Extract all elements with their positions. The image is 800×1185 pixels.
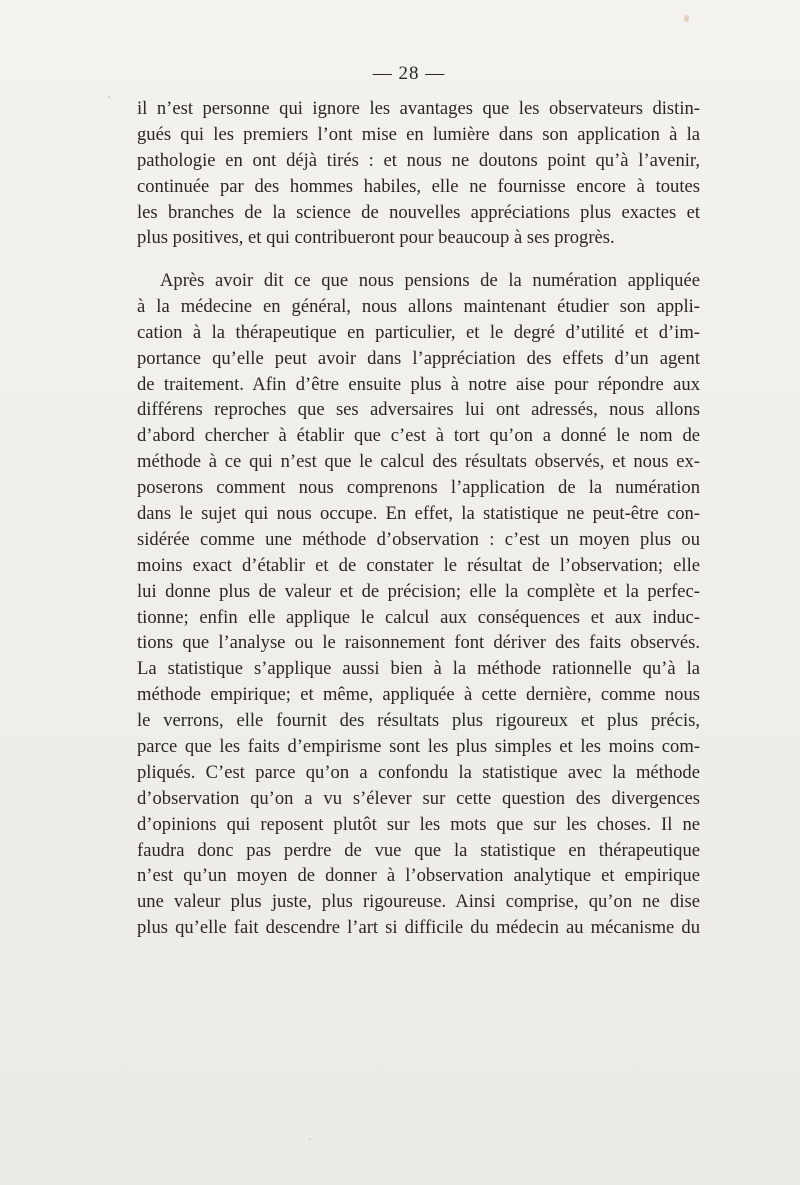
text-line: le verrons, elle fournit des résultats plus rigoureux et plus précis,: [137, 710, 700, 732]
text-line: gués qui les premiers l’ont mise en lumière dans son application à la: [137, 123, 700, 145]
text-line: d’opinions qui reposent plutôt sur les mots que sur les choses. Il ne: [137, 813, 700, 835]
text-line: cation à la thérapeutique en particulier, et le degré d’utilité et d’im-: [137, 321, 700, 343]
text-line: différens reproches que ses adversaires lui ont adressés, nous allons: [137, 399, 700, 421]
paragraph-2: [137, 268, 700, 941]
text-line: d’abord chercher à établir que c’est à tort qu’on a donné le nom de: [137, 425, 700, 447]
text-line: tions que l’analyse ou le raisonnement font dériver des faits observés.: [137, 632, 700, 654]
text-line: tionne; enfin elle applique le calcul aux conséquences et aux induc-: [137, 606, 700, 628]
text-line: méthode empirique; et même, appliquée à cette dernière, comme nous: [137, 684, 700, 706]
text-line: à la médecine en général, nous allons maintenant étudier son appli-: [137, 295, 700, 317]
text-line: La statistique s’applique aussi bien à la méthode rationnelle qu’à la: [137, 658, 700, 680]
text-line: une valeur plus juste, plus rigoureuse. Ainsi comprise, qu’on ne dise: [137, 891, 700, 913]
text-line: n’est qu’un moyen de donner à l’observation analytique et empirique: [137, 865, 700, 887]
text-line: moins exact d’établir et de constater le résultat de l’observation; elle: [137, 554, 700, 576]
text-line: lui donne plus de valeur et de précision; elle la complète et la perfec-: [137, 580, 700, 602]
paragraph-1: [137, 96, 700, 251]
text-line: Après avoir dit ce que nous pensions de la numération appliquée: [160, 270, 700, 291]
paper-speck: [309, 1138, 311, 1140]
paper-speck: [684, 15, 689, 22]
text-line: méthode à ce qui n’est que le calcul des résultats observés, et nous ex-: [137, 451, 700, 473]
paper-speck: [108, 96, 110, 98]
text-line: il n’est personne qui ignore les avantages que les observateurs distin-: [137, 98, 700, 119]
text-line: faudra donc pas perdre de vue que la statistique en thérapeutique: [137, 839, 700, 861]
page-number: — 28 —: [372, 63, 446, 84]
text-line: de traitement. Afin d’être ensuite plus à notre aise pour répondre aux: [137, 373, 700, 395]
text-line: poserons comment nous comprenons l’application de la numération: [137, 477, 700, 499]
text-line: plus positives, et qui contribueront pour beaucoup à ses progrès.: [137, 227, 615, 249]
text-line: pathologie en ont déjà tirés : et nous ne doutons point qu’à l’avenir,: [137, 149, 700, 171]
text-line: dans le sujet qui nous occupe. En effet, la statistique ne peut-être con-: [137, 503, 700, 525]
text-line: pliqués. C’est parce qu’on a confondu la statistique avec la méthode: [137, 761, 700, 783]
text-line: parce que les faits d’empirisme sont les plus simples et les moins com-: [137, 736, 700, 758]
text-line: d’observation qu’on a vu s’élever sur cette question des divergences: [137, 787, 700, 809]
text-line: sidérée comme une méthode d’observation : c’est un moyen plus ou: [137, 528, 700, 550]
text-line: les branches de la science de nouvelles appréciations plus exactes et: [137, 201, 700, 223]
text-line: portance qu’elle peut avoir dans l’appréciation des effets d’un agent: [137, 347, 700, 369]
text-line: plus qu’elle fait descendre l’art si difficile du médecin au mécanisme du: [137, 917, 700, 939]
text-line: continuée par des hommes habiles, elle ne fournisse encore à toutes: [137, 175, 700, 197]
